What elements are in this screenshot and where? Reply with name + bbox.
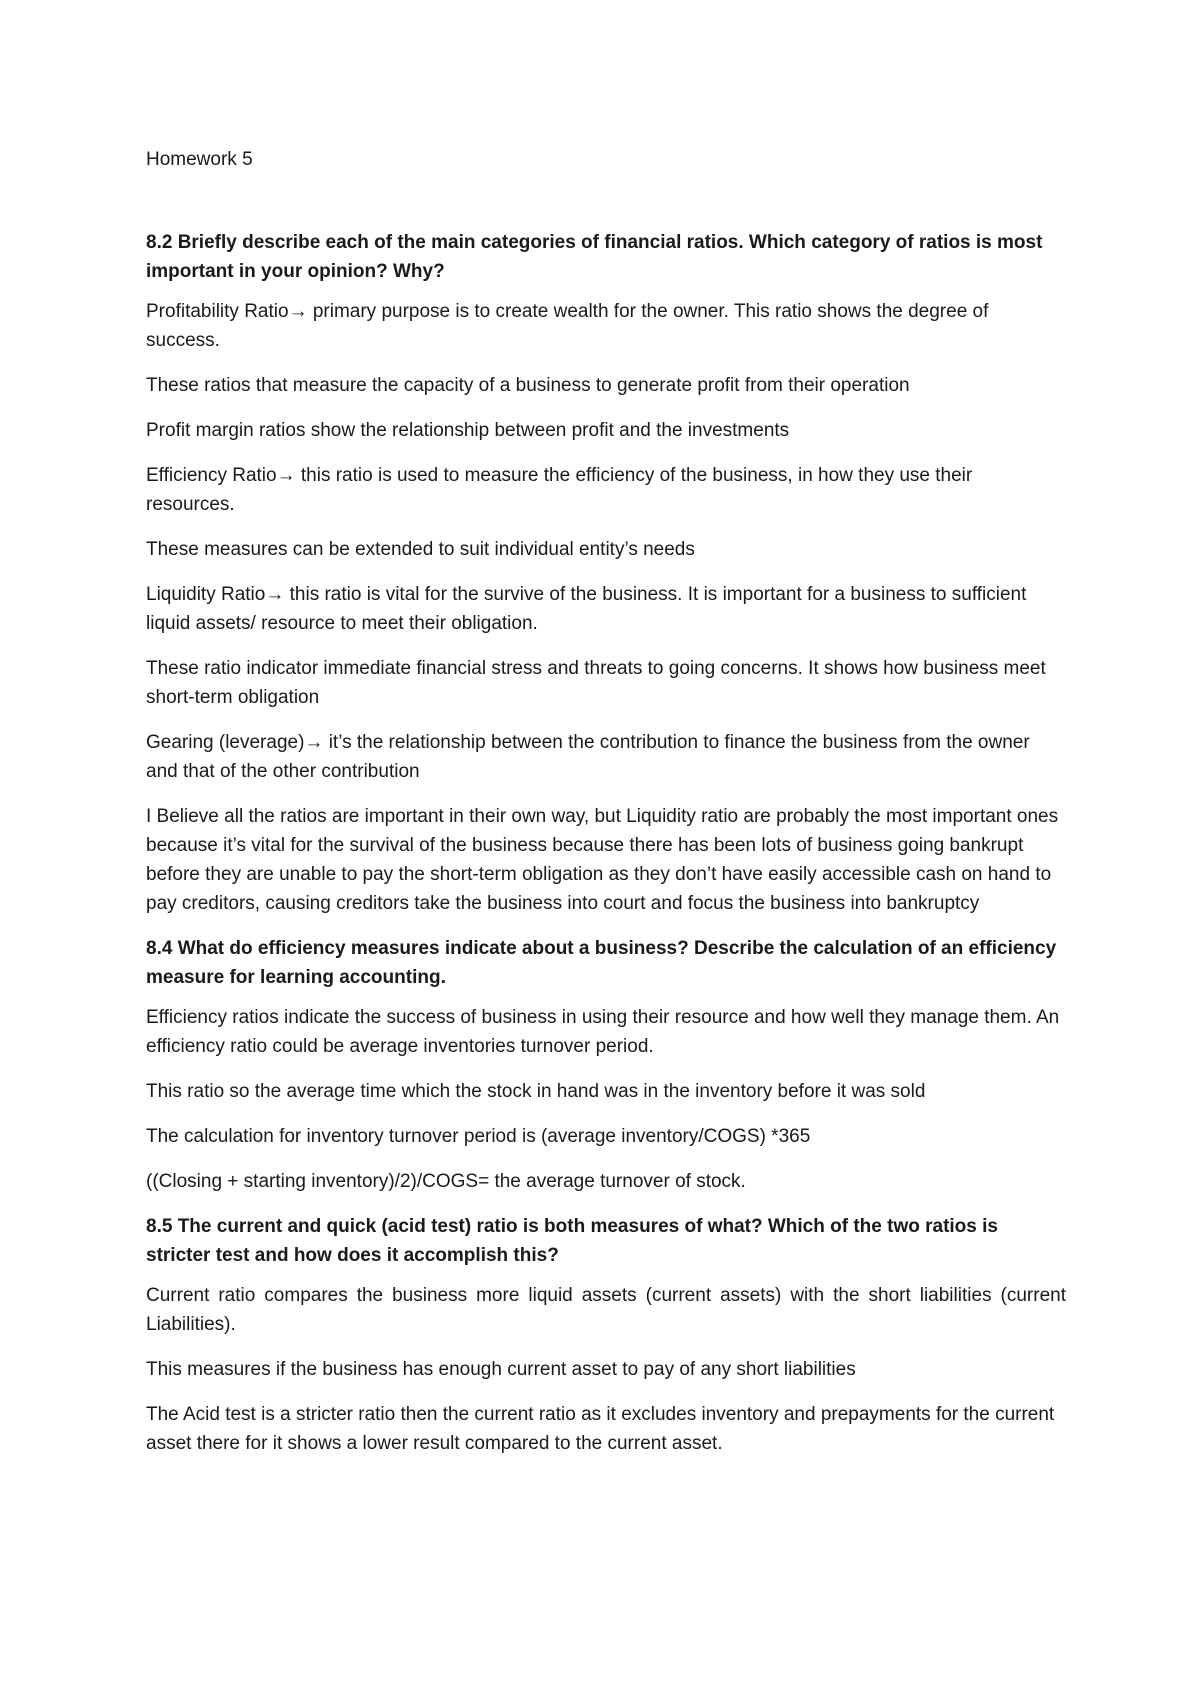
right-arrow-icon: →: [265, 584, 285, 605]
liquidity-ratio-text: this ratio is vital for the survive of the business. It is important for a business to sufficient liquid assets/ resource to meet their obligation.: [146, 584, 1027, 634]
question-8-2-heading: 8.2 Briefly describe each of the main categories of financial ratios. Which category of ratios is most important in your opinion? Why?: [146, 232, 1043, 282]
liquidity-ratio-label: Liquidity Ratio: [146, 584, 266, 605]
efficiency-ratio-paragraph: [146, 461, 1066, 519]
calculation-paragraph: The calculation for inventory turnover period is (average inventory/COGS) *365: [146, 1126, 811, 1147]
document-title: Homework 5: [146, 149, 253, 170]
current-ratio-paragraph: Current ratio compares the business more liquid assets (current assets) with the short liabilities (current Liabilities).: [146, 1285, 1066, 1335]
right-arrow-icon: →: [304, 732, 324, 753]
efficiency-ratio-label: Efficiency Ratio: [146, 465, 277, 486]
acid-test-paragraph: The Acid test is a stricter ratio then the current ratio as it excludes inventory and prepayments for the current asset there for it shows a lower result compared to the current asset.: [146, 1404, 1055, 1454]
profitability-ratio-paragraph: [146, 297, 1066, 355]
gearing-paragraph: [146, 728, 1066, 786]
extended-measures-paragraph: These measures can be extended to suit individual entity’s needs: [146, 539, 695, 560]
capacity-paragraph: These ratios that measure the capacity of a business to generate profit from their operation: [146, 375, 910, 396]
opinion-paragraph: I Believe all the ratios are important in their own way, but Liquidity ratio are probably the most important ones because it’s vital for the survival of the business because there has been lots of business going bankrupt before they are unable to pay the short-term obligation as they don’t have easily accessible cash on hand to pay creditors, causing creditors take the business into court and focus the business into bankruptcy: [146, 806, 1059, 914]
profit-margin-paragraph: Profit margin ratios show the relationship between profit and the investments: [146, 420, 790, 441]
right-arrow-icon: →: [276, 465, 296, 486]
profitability-ratio-label: Profitability Ratio: [146, 301, 289, 322]
financial-stress-paragraph: These ratio indicator immediate financial stress and threats to going concerns. It shows how business meet short-term obligation: [146, 658, 1046, 708]
average-time-paragraph: This ratio so the average time which the stock in hand was in the inventory before it was sold: [146, 1081, 926, 1102]
gearing-label: Gearing (leverage): [146, 732, 305, 753]
right-arrow-icon: →: [288, 301, 308, 322]
efficiency-ratio-text: this ratio is used to measure the efficiency of the business, in how they use their resources.: [146, 465, 973, 515]
question-8-4-heading: 8.4 What do efficiency measures indicate about a business? Describe the calculation of an efficiency measure for learning accounting.: [146, 938, 1057, 988]
measures-paragraph: This measures if the business has enough current asset to pay of any short liabilities: [146, 1359, 856, 1380]
profitability-ratio-text: primary purpose is to create wealth for the owner. This ratio shows the degree of success.: [146, 301, 989, 351]
liquidity-ratio-paragraph: [146, 580, 1066, 638]
gearing-text: it’s the relationship between the contribution to finance the business from the owner and that of the other contribution: [146, 732, 1030, 782]
efficiency-indicate-paragraph: Efficiency ratios indicate the success of business in using their resource and how well they manage them. An efficiency ratio could be average inventories turnover period.: [146, 1007, 1060, 1057]
document-body: [146, 146, 1066, 1474]
question-8-5-heading: 8.5 The current and quick (acid test) ratio is both measures of what? Which of the two ratios is stricter test and how does it accomplish this?: [146, 1216, 998, 1266]
formula-paragraph: ((Closing + starting inventory)/2)/COGS= the average turnover of stock.: [146, 1171, 746, 1192]
